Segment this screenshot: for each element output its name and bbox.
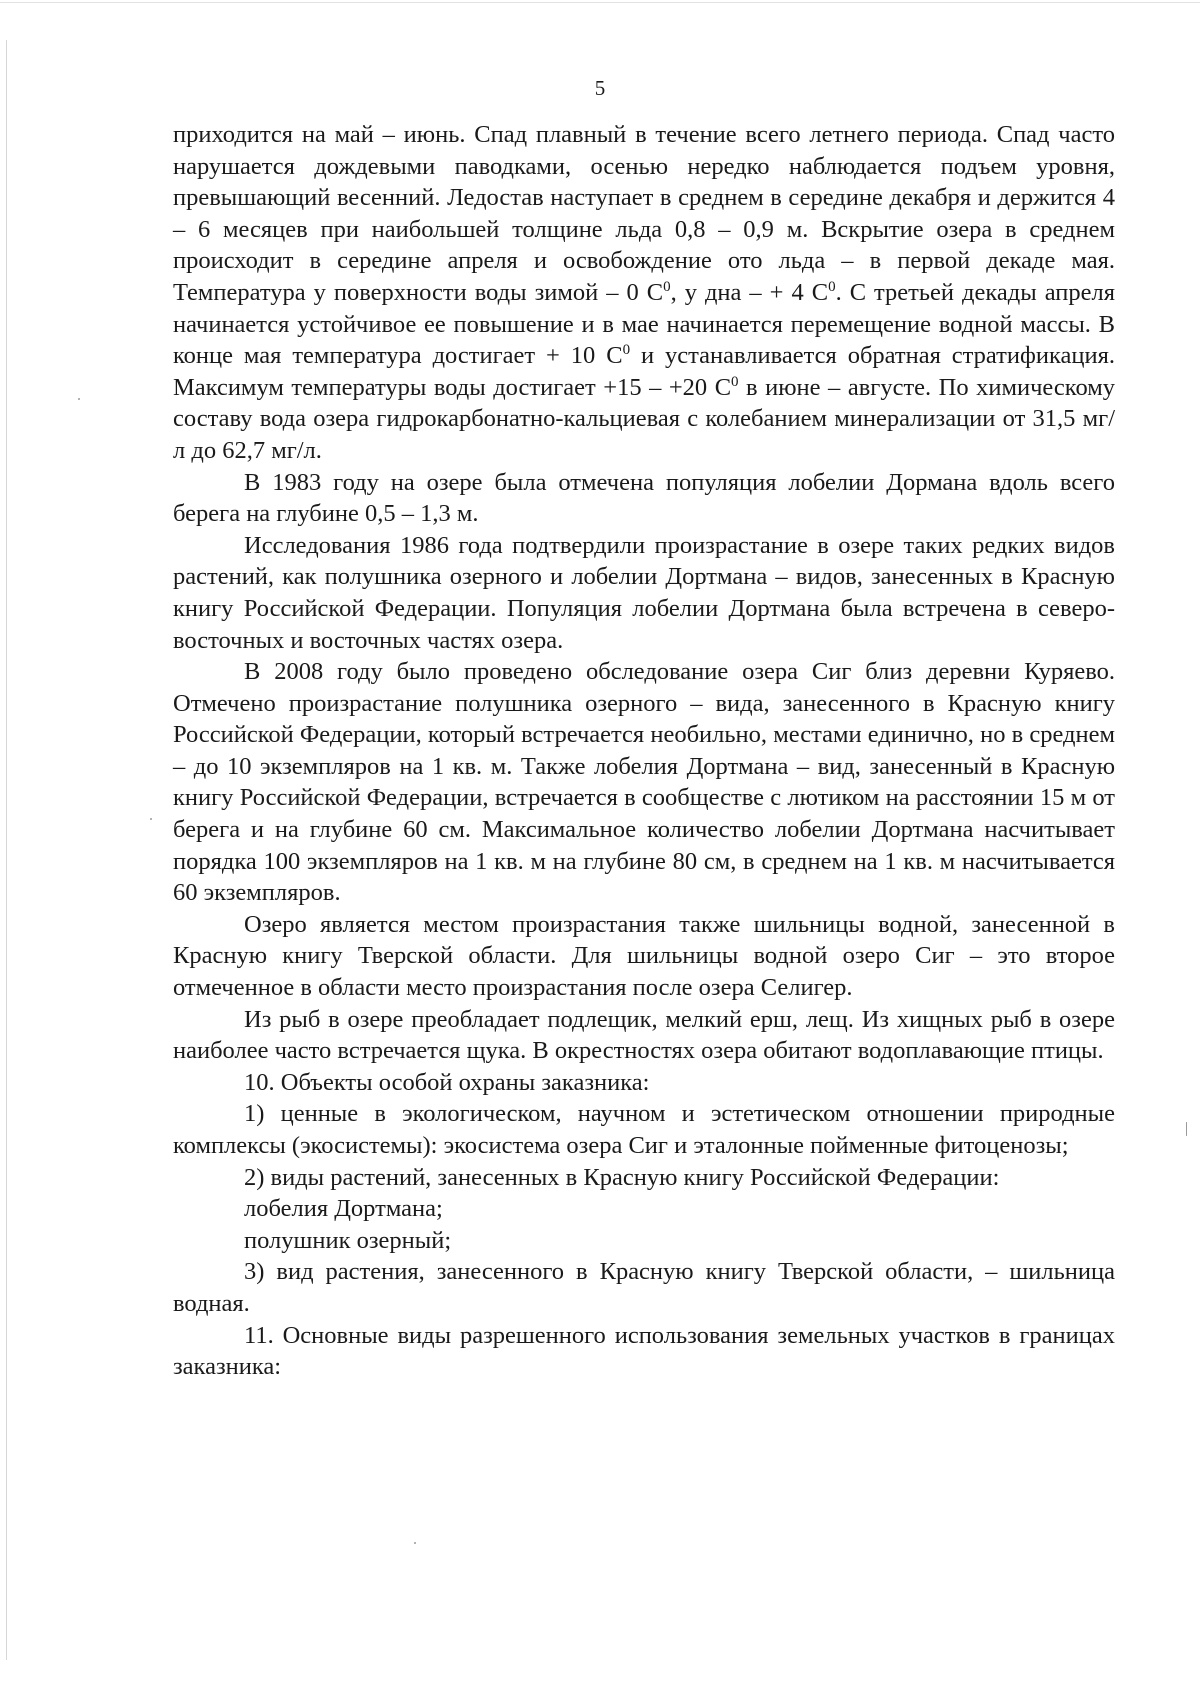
paragraph-fish: Из рыб в озере преобладает подлещик, мелкий ерш, лещ. Из хищных рыб в озере наиболее часто встречается щука. В окрестностях озера обитают водоплавающие птицы.: [173, 1005, 1115, 1065]
scan-speck: [1186, 1122, 1187, 1136]
scan-speck: [78, 398, 80, 400]
paragraph-lake-regime: приходится на май – июнь. Спад плавный в течение всего летнего периода. Спад часто нарушается дождевыми паводками, осенью нередко наблюдается подъем уровня, превышающий весенний. Ледостав наступает в среднем в середине декабря и держится 4 – 6 месяцев при наибольшей толщине льда 0,8 – 0,9 м. Вскрытие озера в среднем происходит в середине апреля и освобождение ото льда – в первой декаде мая. Температура у поверхности воды зимой – 0 $С^0$, у дна – + 4 $С^0$. С третьей декады апреля начинается устойчивое ее повышение и в мае начинается перемещение водной массы. В конце мая температура достигает + 10 $С^0$ и устанавливается обратная стратификация. Максимум температуры воды достигает +15 – +20 $С^0$ в июне – августе. По химическому составу вода озера гидрокарбонатно-кальциевая с колебанием минерализации от 31,5 мг/л до 62,7 мг/л.: [173, 121, 1115, 464]
scan-speck: [414, 1542, 416, 1544]
paragraph-2008-survey: В 2008 году было проведено обследование озера Сиг близ деревни Куряево. Отмечено произрастание полушника озерного – вида, занесенного в Красную книгу Российской Федерации, который встречается необильно, местами единично, но в среднем – до 10 экземпляров на 1 кв. м. Также лобелия Дортмана – вид, занесенный в Красную книгу Российской Федерации, встречается в сообществе с лютиком на расстоянии 15 м от берега и на глубине 60 см. Максимальное количество лобелии Дортмана насчитывает порядка 100 экземпляров на 1 кв. м на глубине 80 см, в среднем на 1 кв. м насчитывается 60 экземпляров.: [173, 658, 1115, 907]
scan-speck: [150, 818, 152, 820]
species-lobelia: лобелия Дортмана;: [244, 1195, 443, 1223]
species-isoetes: полушник озерный;: [244, 1226, 452, 1254]
heading-land-use: 11. Основные виды разрешенного использования земельных участков в границах заказника:: [173, 1321, 1115, 1381]
page-number: 5: [594, 76, 606, 100]
paragraph-1986-research: Исследования 1986 года подтвердили произрастание в озере таких редких видов растений, как полушника озерного и лобелии Дортмана – видов, занесенных в Красную книгу Российской Федерации. Популяция лобелии Дортмана была встречена в северо-восточных и восточных частях озера.: [173, 531, 1115, 654]
paragraph-1983-population: В 1983 году на озере была отмечена популяция лобелии Дормана вдоль всего берега на глубине 0,5 – 1,3 м.: [173, 468, 1115, 528]
scan-edge-top: [0, 2, 1200, 3]
list-item-1-ecosystems: 1) ценные в экологическом, научном и эстетическом отношении природные комплексы (экосистемы): экосистема озера Сиг и эталонные пойменные фитоценозы;: [173, 1100, 1115, 1159]
paragraph-subularia: Озеро является местом произрастания также шильницы водной, занесенной в Красную книгу Тверской области. Для шильницы водной озеро Сиг – это второе отмеченное в области место произрастания после озера Селигер.: [173, 910, 1115, 1002]
heading-protected-objects: 10. Объекты особой охраны заказника:: [244, 1068, 650, 1096]
document-body: [173, 119, 1115, 1383]
scan-edge-left: [6, 40, 7, 1660]
list-item-2-rf-red-book: 2) виды растений, занесенных в Красную книгу Российской Федерации:: [244, 1163, 1000, 1191]
list-item-3-tver-red-book: 3) вид растения, занесенного в Красную книгу Тверской области, – шильница водная.: [173, 1258, 1115, 1317]
